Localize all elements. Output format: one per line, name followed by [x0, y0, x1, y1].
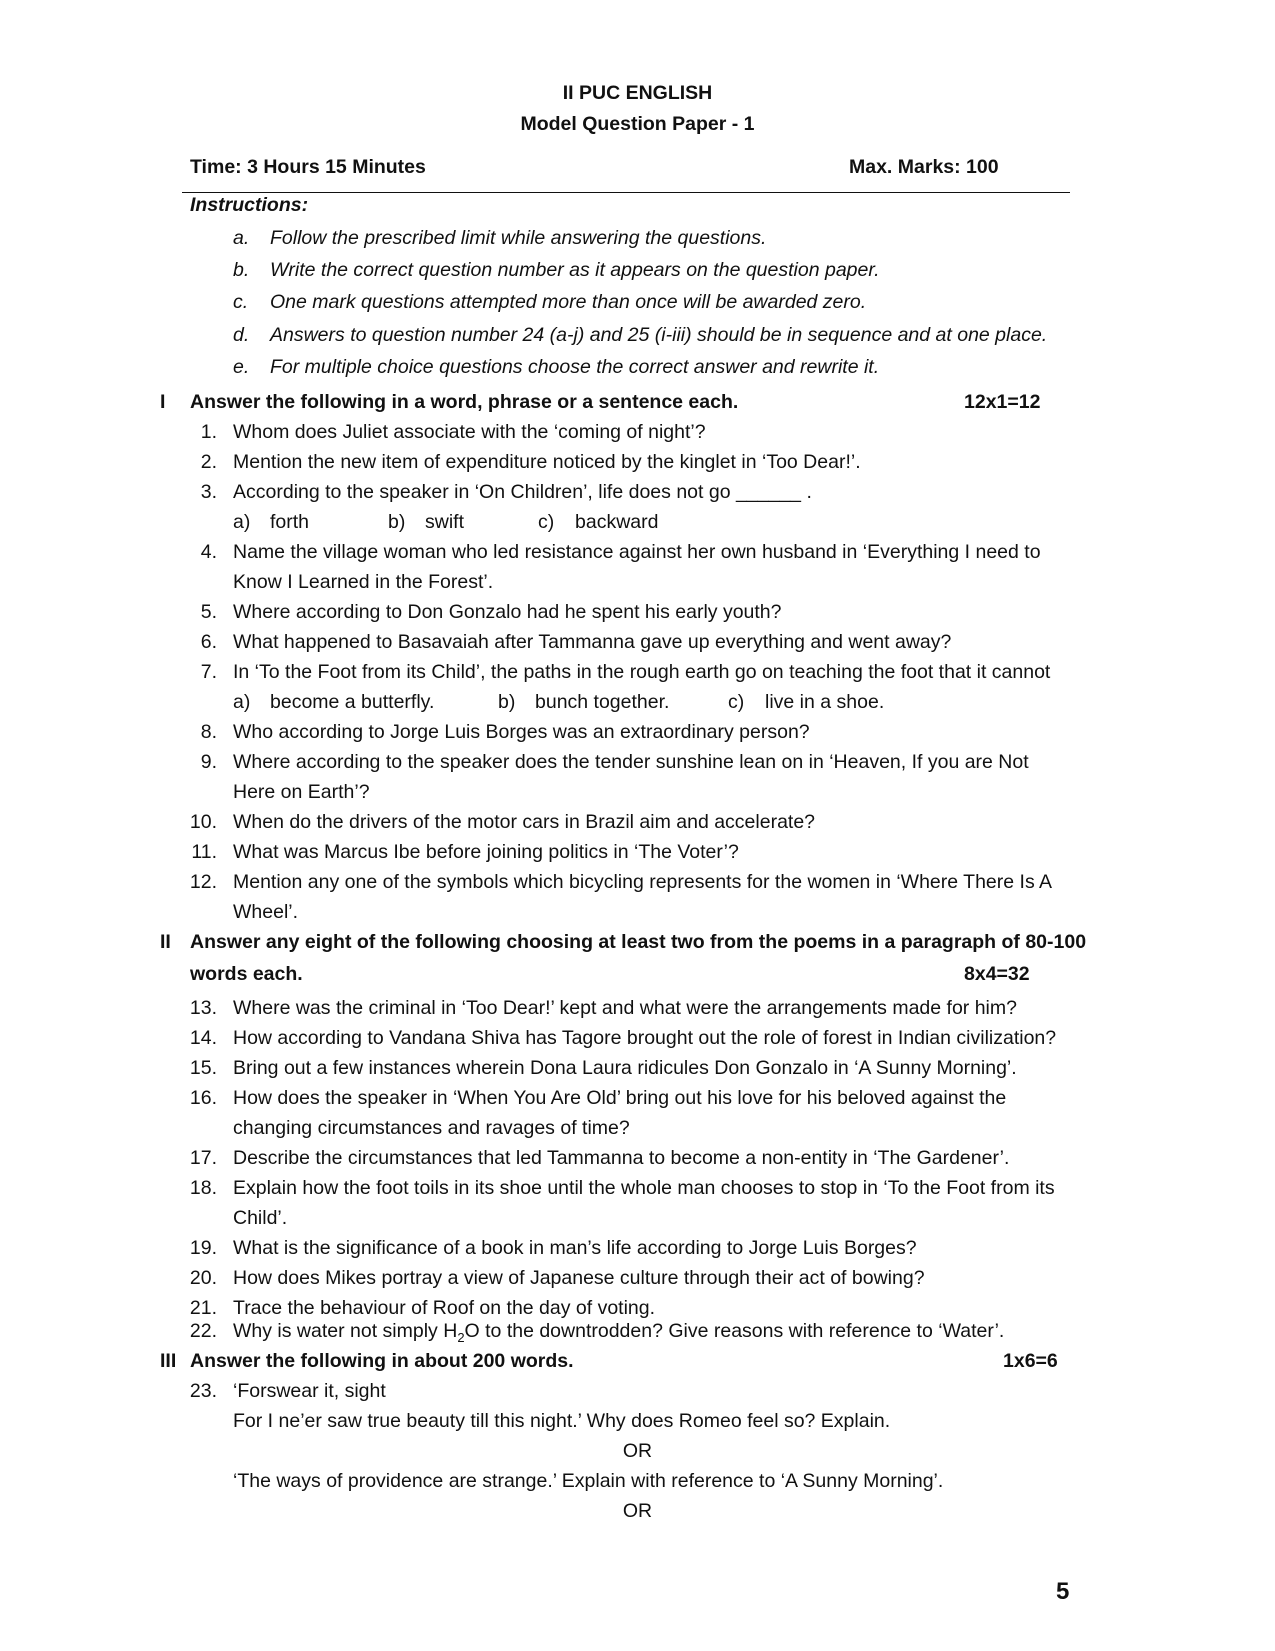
question-text: Trace the behaviour of Roof on the day of voting.	[233, 1297, 656, 1319]
option-text: bunch together.	[535, 691, 670, 713]
question-text: Name the village woman who led resistance against her own husband in ‘Everything I need to	[233, 541, 1041, 563]
option-text: live in a shoe.	[765, 691, 885, 713]
question-text: Where was the criminal in ‘Too Dear!’ kept and what were the arrangements made for him?	[233, 997, 1017, 1019]
question-number: 21.	[189, 1297, 217, 1319]
question-number: 4.	[200, 541, 217, 563]
question-text: Describe the circumstances that led Tammanna to become a non-entity in ‘The Gardener’.	[233, 1147, 1010, 1169]
section-1-numeral: I	[160, 391, 166, 413]
section-2-heading-cont: words each.	[190, 963, 303, 985]
question-number: 3.	[200, 481, 217, 503]
page-number: 5	[1056, 1578, 1070, 1605]
instruction-item: Answers to question number 24 (a-j) and 25 (i-iii) should be in sequence and at one place.	[270, 324, 1048, 346]
question-text: What is the significance of a book in man’s life according to Jorge Luis Borges?	[233, 1237, 917, 1259]
option-label: b)	[498, 691, 516, 713]
question-number: 10.	[189, 811, 217, 833]
instruction-item: Follow the prescribed limit while answering the questions.	[270, 227, 767, 249]
question-22-text: Why is water not simply $H_2O$ to the downtrodden? Give reasons with reference to ‘Water’.	[233, 1320, 1005, 1345]
question-text: Mention the new item of expenditure noticed by the kinglet in ‘Too Dear!’.	[233, 451, 861, 473]
or-separator: OR	[622, 1500, 653, 1522]
question-text: Mention any one of the symbols which bicycling represents for the women in ‘Where There Is A	[233, 871, 1053, 893]
question-text: Where according to Don Gonzalo had he spent his early youth?	[233, 601, 782, 623]
question-text: Whom does Juliet associate with the ‘coming of night’?	[233, 421, 706, 443]
question-23-line-3: ‘The ways of providence are strange.’ Explain with reference to ‘A Sunny Morning’.	[233, 1470, 944, 1492]
paper-title: II PUC ENGLISH	[562, 82, 713, 104]
question-number: 20.	[189, 1267, 217, 1289]
question-number: 16.	[189, 1087, 217, 1109]
header-divider	[182, 192, 1070, 193]
option-text: swift	[425, 511, 464, 533]
question-number: 5.	[200, 601, 217, 623]
question-text: Here on Earth’?	[233, 781, 370, 803]
instruction-letter: b.	[233, 259, 250, 281]
question-text: According to the speaker in ‘On Children’, life does not go ______ .	[233, 481, 812, 503]
question-text: Explain how the foot toils in its shoe until the whole man chooses to stop in ‘To the Foot from its	[233, 1177, 1055, 1199]
question-number: 6.	[200, 631, 217, 653]
question-text: What was Marcus Ibe before joining politics in ‘The Voter’?	[233, 841, 739, 863]
option-text: forth	[270, 511, 310, 533]
instruction-letter: c.	[233, 291, 249, 313]
option-label: a)	[233, 691, 251, 713]
question-text: In ‘To the Foot from its Child’, the paths in the rough earth go on teaching the foot that it cannot	[233, 661, 1051, 683]
section-2-numeral: II	[160, 931, 171, 953]
question-number: 11.	[191, 841, 217, 863]
question-number: 19.	[189, 1237, 217, 1259]
instruction-item: One mark questions attempted more than once will be awarded zero.	[270, 291, 867, 313]
time-label: Time: 3 Hours 15 Minutes	[190, 156, 426, 178]
question-text: Where according to the speaker does the tender sunshine lean on in ‘Heaven, If you are Not	[233, 751, 1029, 773]
question-text: How according to Vandana Shiva has Tagore brought out the role of forest in Indian civilization?	[233, 1027, 1057, 1049]
question-23-line-1: ‘Forswear it, sight	[233, 1380, 386, 1402]
question-number: 12.	[189, 871, 217, 893]
question-number: 13.	[189, 997, 217, 1019]
section-3-numeral: III	[160, 1350, 177, 1372]
question-number: 2.	[200, 451, 217, 473]
instruction-item: For multiple choice questions choose the correct answer and rewrite it.	[270, 356, 880, 378]
instruction-letter: a.	[233, 227, 250, 249]
question-text: How does the speaker in ‘When You Are Old’ bring out his love for his beloved against the	[233, 1087, 1007, 1109]
option-label: a)	[233, 511, 251, 533]
question-number: 15.	[189, 1057, 217, 1079]
question-text: Child’.	[233, 1207, 288, 1229]
question-number: 17.	[189, 1147, 217, 1169]
question-number: 23.	[189, 1380, 217, 1402]
question-text: Bring out a few instances wherein Dona Laura ridicules Don Gonzalo in ‘A Sunny Morning’.	[233, 1057, 1017, 1079]
option-label: c)	[538, 511, 555, 533]
question-text: How does Mikes portray a view of Japanese culture through their act of bowing?	[233, 1267, 925, 1289]
instruction-letter: d.	[233, 324, 250, 346]
option-text: become a butterfly.	[270, 691, 435, 713]
question-text: Wheel’.	[233, 901, 299, 923]
or-separator: OR	[622, 1440, 653, 1462]
option-label: b)	[388, 511, 406, 533]
max-marks-label: Max. Marks: 100	[849, 156, 999, 178]
instructions-heading: Instructions:	[190, 194, 309, 216]
question-23-line-2: For I ne’er saw true beauty till this night.’ Why does Romeo feel so? Explain.	[233, 1410, 891, 1432]
paper-subtitle: Model Question Paper - 1	[520, 113, 755, 135]
question-number: 9.	[200, 751, 217, 773]
question-text: When do the drivers of the motor cars in Brazil aim and accelerate?	[233, 811, 816, 833]
section-1-marks: 12x1=12	[964, 391, 1041, 413]
option-text: backward	[575, 511, 659, 533]
question-text: What happened to Basavaiah after Tammanna gave up everything and went away?	[233, 631, 952, 653]
question-number: 18.	[189, 1177, 217, 1199]
question-number: 1.	[200, 421, 217, 443]
section-2-marks: 8x4=32	[964, 963, 1030, 985]
question-number: 22.	[189, 1320, 217, 1342]
section-3-heading: Answer the following in about 200 words.	[190, 1350, 574, 1372]
question-number: 7.	[200, 661, 217, 683]
question-number: 8.	[200, 721, 217, 743]
section-2-heading: Answer any eight of the following choosing at least two from the poems in a paragraph of 80-100	[190, 931, 1087, 953]
section-3-marks: 1x6=6	[1003, 1350, 1058, 1372]
question-text: changing circumstances and ravages of time?	[233, 1117, 630, 1139]
question-text: Know I Learned in the Forest’.	[233, 571, 494, 593]
question-text: Who according to Jorge Luis Borges was an extraordinary person?	[233, 721, 810, 743]
instruction-letter: e.	[233, 356, 250, 378]
option-label: c)	[728, 691, 745, 713]
instruction-item: Write the correct question number as it appears on the question paper.	[270, 259, 880, 281]
question-number: 14.	[189, 1027, 217, 1049]
section-1-heading: Answer the following in a word, phrase or a sentence each.	[190, 391, 739, 413]
